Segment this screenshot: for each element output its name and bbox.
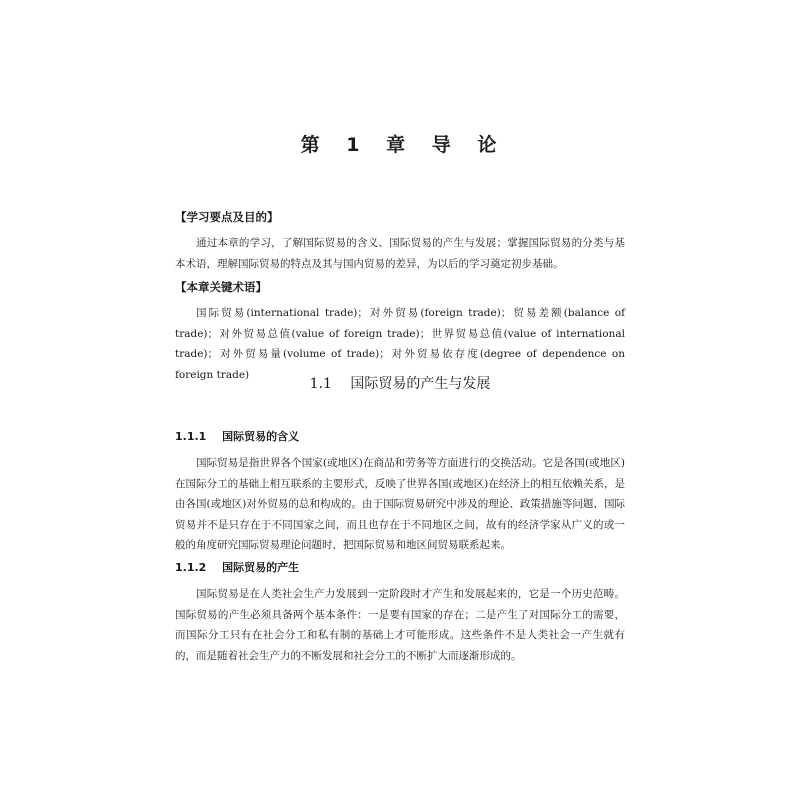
subsection-heading-meaning [175, 429, 625, 445]
keywords-section [175, 279, 625, 385]
subsection-title: 国际贸易的含义 [222, 430, 300, 443]
subsection-meaning-paragraph: 国际贸易是指世界各个国家(或地区)在商品和劳务等方面进行的交换活动。它是各国(或地区)在国际分工的基础上相互联系的主要形式，反映了世界各国(或地区)在经济上的相互依赖关系，是由各国(或地区)对外贸易的总和构成的。由于国际贸易研究中涉及的理论、政策措施等问题，国际贸易并不是只存在于不同国家之间，而且也存在于不同地区之间，故有的经济学家从广义的或一般的角度研究国际贸易理论问题时，把国际贸易和地区间贸易联系起来。 [175, 457, 625, 551]
subsection-origin [175, 560, 625, 666]
keywords-paragraph: 国际贸易(international trade)；对外贸易(foreign trade)；贸易差额(balance of trade)；对外贸易总值(value of foreign trade)；世界贸易总值(value of international trade)；对外贸易量(volume of trade)；对外贸易依存度(degree of dependence on foreign trade) [175, 307, 625, 381]
objectives-paragraph: 通过本章的学习，了解国际贸易的含义、国际贸易的产生与发展；掌握国际贸易的分类与基本术语，理解国际贸易的特点及其与国内贸易的差异，为以后的学习奠定初步基础。 [175, 237, 625, 270]
keywords-heading: 【本章关键术语】 [175, 280, 267, 294]
subsection-title: 国际贸易的产生 [222, 561, 300, 574]
chapter-title: 第 1 章 导 论 [300, 134, 500, 156]
section-number: 1.1 [309, 376, 332, 392]
subsection-number: 1.1.1 [175, 430, 207, 443]
section-title [0, 373, 800, 393]
subsection-meaning [175, 429, 625, 556]
section-title-text: 国际贸易的产生与发展 [350, 376, 491, 392]
objectives-section [175, 209, 625, 274]
subsection-origin-paragraph: 国际贸易是在人类社会生产力发展到一定阶段时才产生和发展起来的，它是一个历史范畴。国际贸易的产生必须具备两个基本条件：一是要有国家的存在；二是产生了对国际分工的需要，而国际分工只有在社会分工和私有制的基础上才可能形成。这些条件不是人类社会一产生就有的，而是随着社会生产力的不断发展和社会分工的不断扩大而逐渐形成的。 [175, 588, 625, 662]
subsection-heading-origin [175, 560, 625, 576]
objectives-heading: 【学习要点及目的】 [175, 210, 279, 224]
subsection-number: 1.1.2 [175, 561, 207, 574]
